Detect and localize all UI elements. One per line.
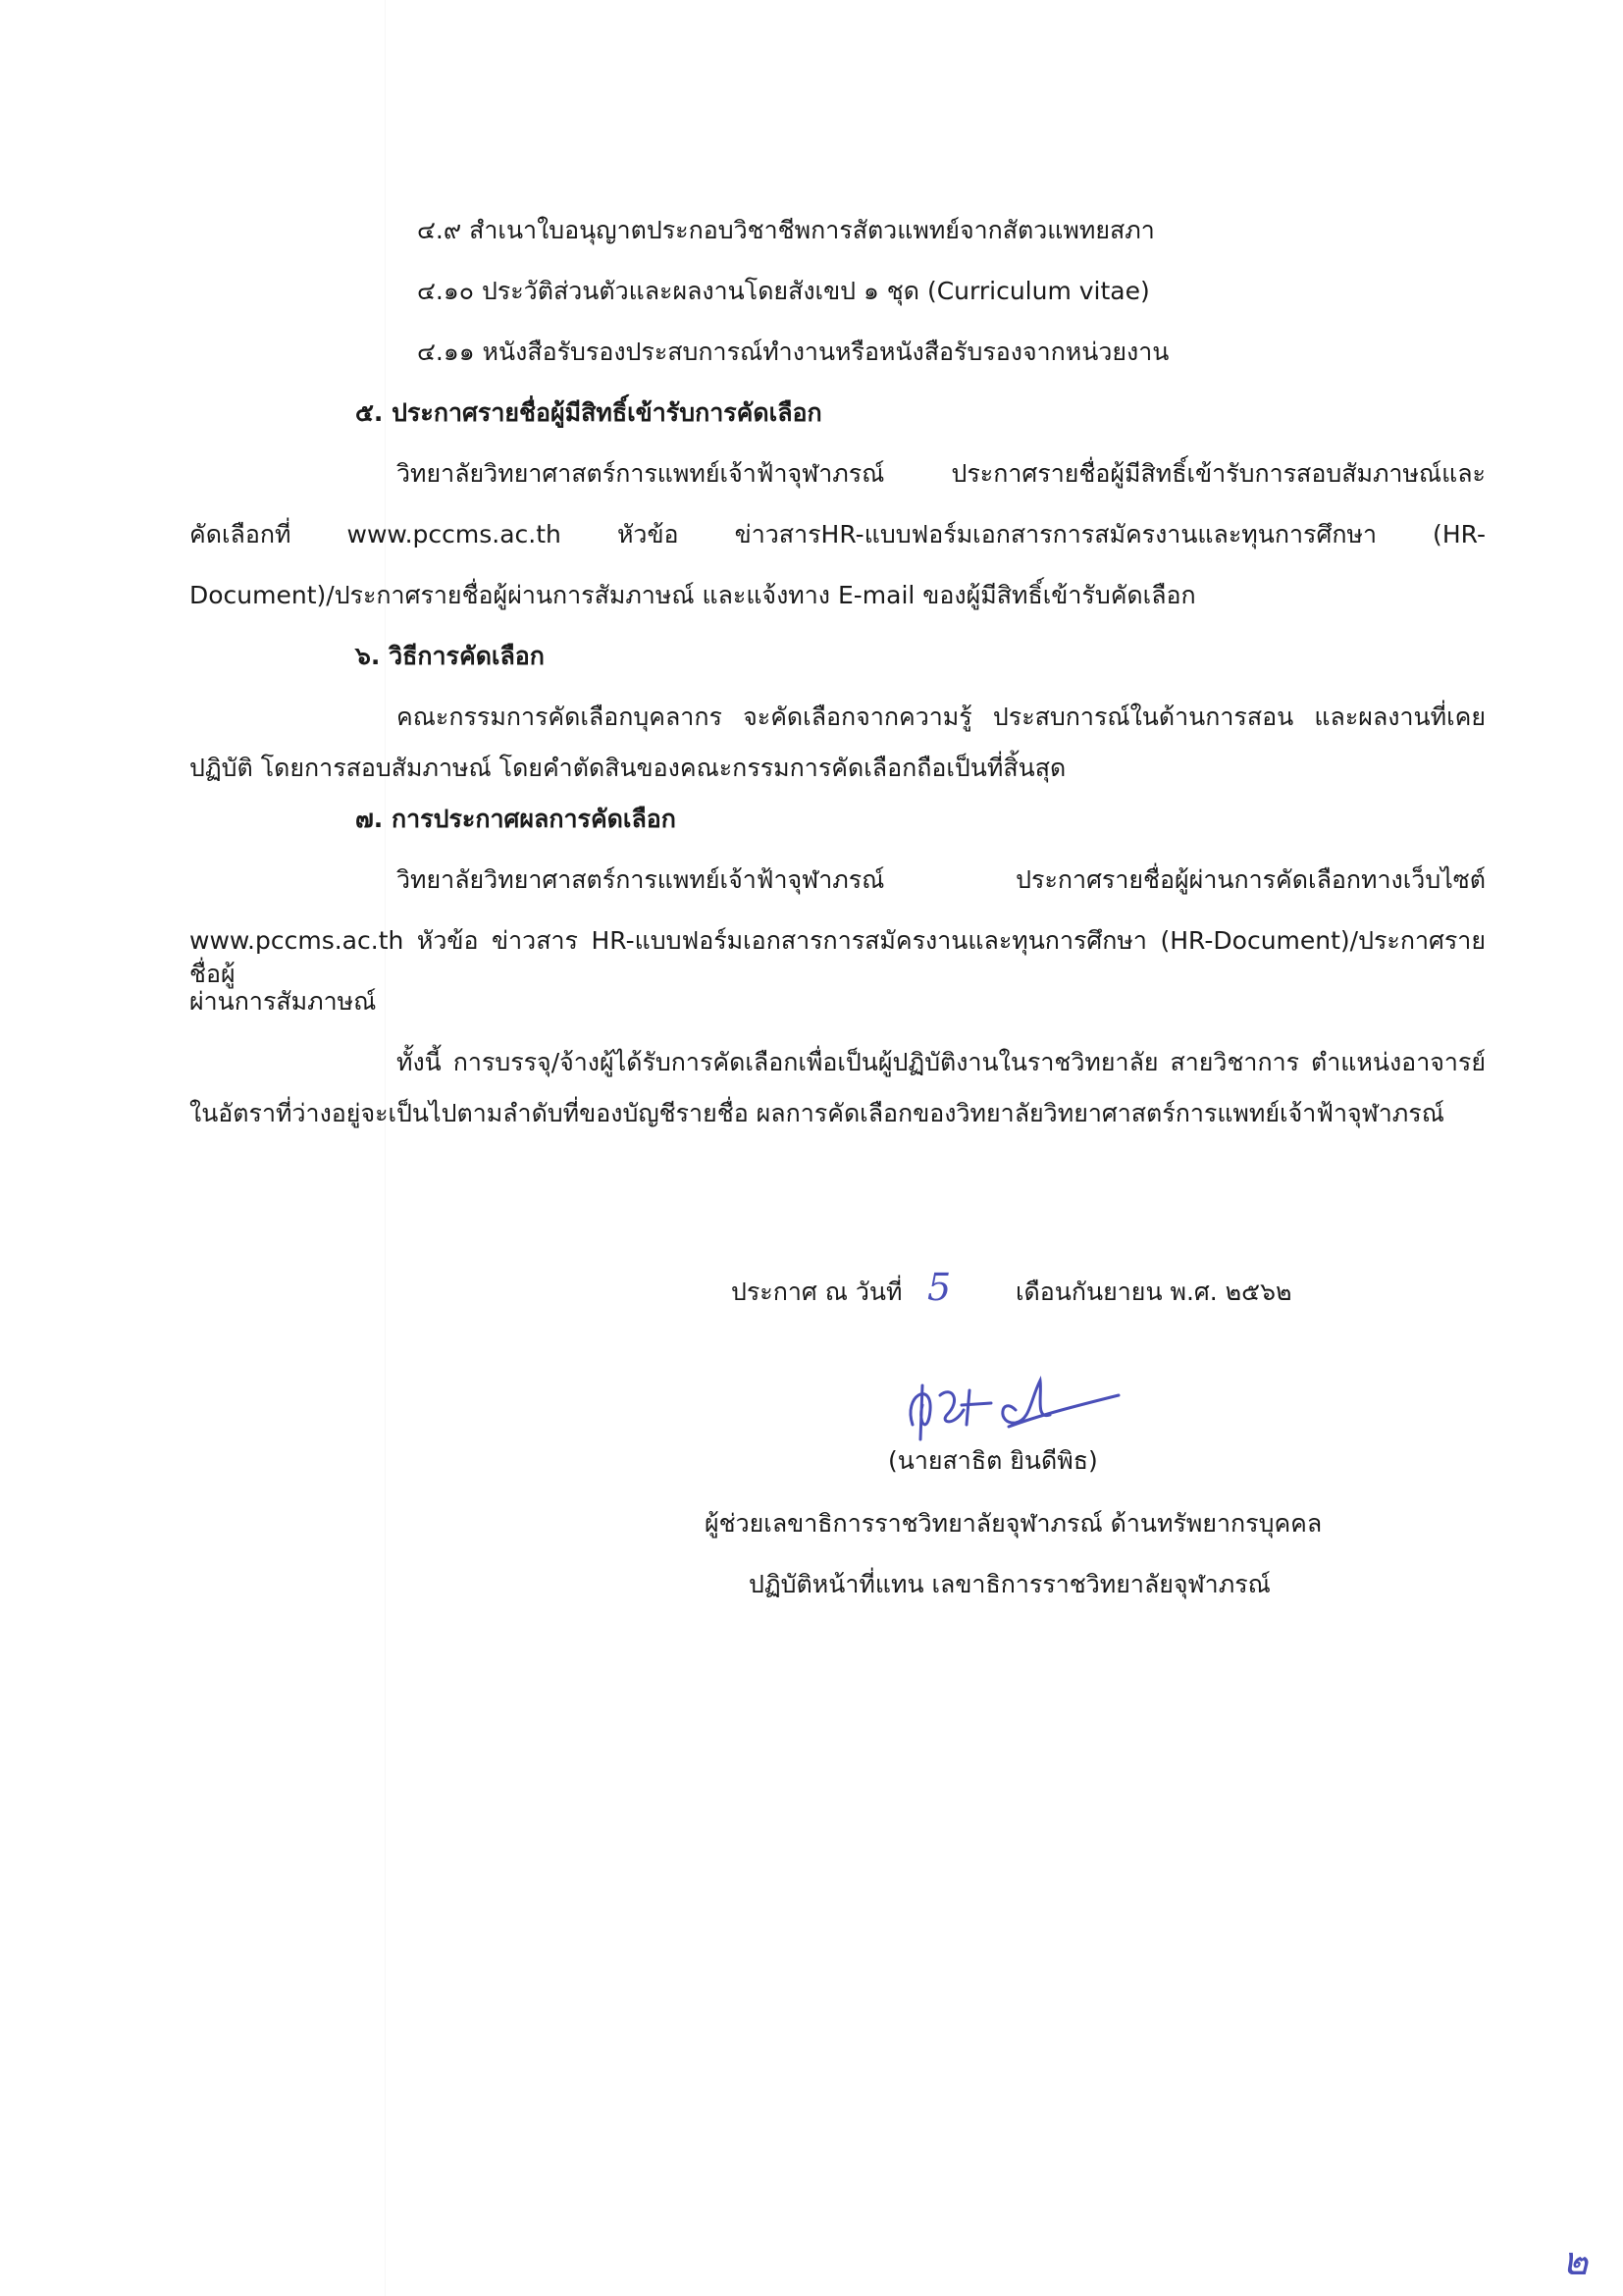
item-4-9: ๔.๙ สำเนาใบอนุญาตประกอบวิชาชีพการสัตวแพทย์จากสัตวแพทยสภา [417, 216, 1155, 244]
announcement-month-year: เดือนกันยายน พ.ศ. ๒๕๖๒ [1016, 1278, 1292, 1306]
closing-line-2: ในอัตราที่ว่างอยู่จะเป็นไปตามลำดับที่ของบัญชีรายชื่อ ผลการคัดเลือกของวิทยาลัยวิทยาศาสตร์การแพทย์เจ้าฟ้าจุฬาภรณ์ [189, 1099, 1444, 1127]
announcement-day-handwritten: 5 [927, 1266, 952, 1309]
section-7-heading: ๗. การประกาศผลการคัดเลือก [355, 805, 676, 833]
page-number: ๒ [1562, 2239, 1589, 2284]
section-5-line-2: คัดเลือกที่ www.pccms.ac.th หัวข้อ ข่าวสารHR-แบบฟอร์มเอกสารการสมัครงานและทุนการศึกษา (HR- [189, 520, 1486, 548]
section-6-line-1: คณะกรรมการคัดเลือกบุคลากร จะคัดเลือกจากความรู้ ประสบการณ์ในด้านการสอน และผลงานที่เคย [396, 703, 1486, 731]
item-4-10: ๔.๑๐ ประวัติส่วนตัวและผลงานโดยสังเขป ๑ ชุด (Curriculum vitae) [417, 277, 1150, 305]
item-4-11: ๔.๑๑ หนังสือรับรองประสบการณ์ทำงานหรือหนังสือรับรองจากหน่วยงาน [417, 338, 1170, 366]
signatory-position-1: ผู้ช่วยเลขาธิการราชวิทยาลัยจุฬาภรณ์ ด้านทรัพยากรบุคคล [705, 1509, 1323, 1538]
section-5-line-3: Document)/ประกาศรายชื่อผู้ผ่านการสัมภาษณ์ และแจ้งทาง E-mail ของผู้มีสิทธิ์เข้ารับคัดเลือก [189, 581, 1196, 609]
scan-artifact [385, 0, 386, 2296]
announcement-prefix: ประกาศ ณ วันที่ [731, 1278, 903, 1306]
section-5-heading: ๕. ประกาศรายชื่อผู้มีสิทธิ์เข้ารับการคัดเลือก [355, 398, 822, 427]
section-7-line-2: www.pccms.ac.th หัวข้อ ข่าวสาร HR-แบบฟอร์มเอกสารการสมัครงานและทุนการศึกษา (HR-Document)/ประกาศรายชื่อผู้ [189, 926, 1486, 988]
section-7-line-1: วิทยาลัยวิทยาศาสตร์การแพทย์เจ้าฟ้าจุฬาภรณ์ ประกาศรายชื่อผู้ผ่านการคัดเลือกทางเว็บไซต์ [396, 865, 1486, 894]
signatory-name: (นายสาธิต ยินดีพิธ) [888, 1446, 1098, 1475]
signatory-position-2: ปฏิบัติหน้าที่แทน เลขาธิการราชวิทยาลัยจุฬาภรณ์ [749, 1570, 1271, 1598]
signature-image [893, 1366, 1128, 1454]
section-6-line-2: ปฏิบัติ โดยการสอบสัมภาษณ์ โดยคำตัดสินของคณะกรรมการคัดเลือกถือเป็นที่สิ้นสุด [189, 754, 1067, 782]
section-7-line-3: ผ่านการสัมภาษณ์ [189, 987, 377, 1016]
section-5-line-1: วิทยาลัยวิทยาศาสตร์การแพทย์เจ้าฟ้าจุฬาภรณ์ ประกาศรายชื่อผู้มีสิทธิ์เข้ารับการสอบสัมภาษณ์และ [396, 459, 1486, 488]
section-6-heading: ๖. วิธีการคัดเลือก [355, 642, 545, 670]
closing-line-1: ทั้งนี้ การบรรจุ/จ้างผู้ได้รับการคัดเลือกเพื่อเป็นผู้ปฏิบัติงานในราชวิทยาลัย สายวิชาการ ตำแหน่งอาจารย์ [396, 1048, 1486, 1076]
